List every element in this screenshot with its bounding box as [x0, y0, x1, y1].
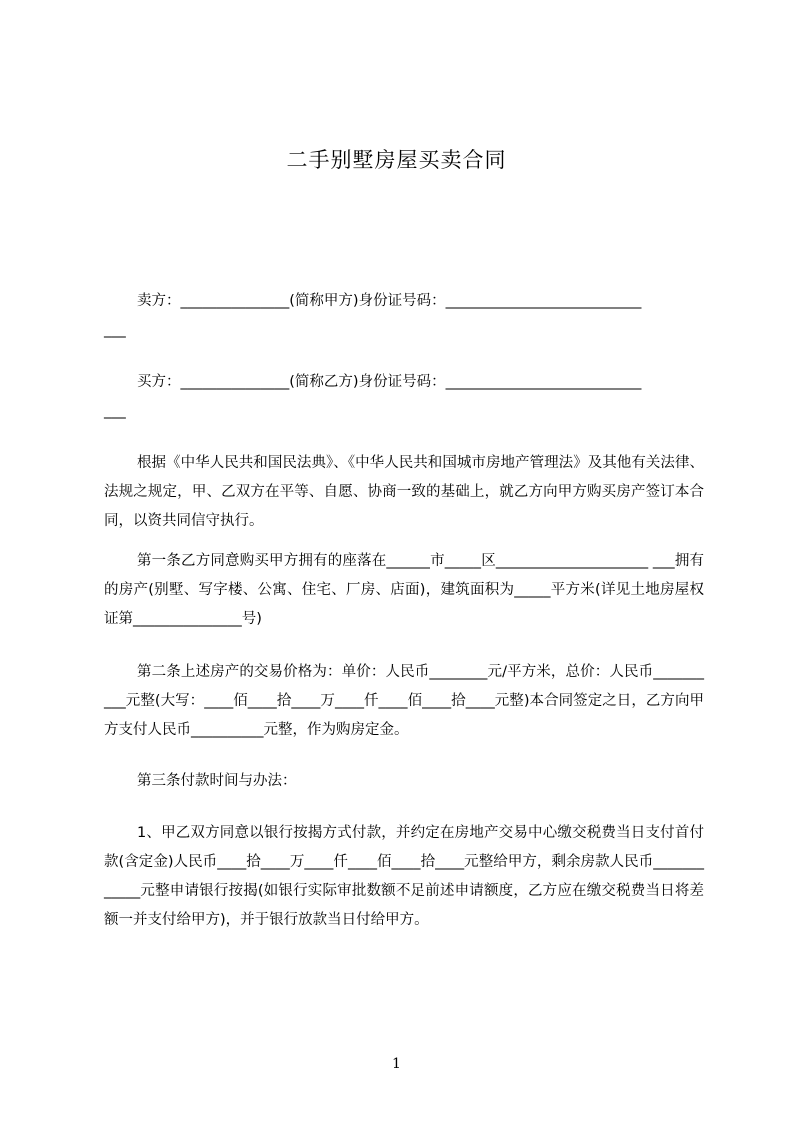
- article-1-paragraph: 第一条乙方同意购买甲方拥有的座落在______市_____区_____________________ ___拥有的房产(别墅、写字楼、公寓、住宅、厂房、店面)，建筑面积为_____平方米(详见土地房屋权证第_______________号): [104, 553, 704, 627]
- seller-line-2: ___: [104, 322, 126, 338]
- article-3-heading: 第三条付款时间与办法：: [137, 773, 297, 789]
- page-number: 1: [392, 1056, 401, 1072]
- seller-clause: [104, 287, 704, 345]
- preamble-paragraph: 根据《中华人民共和国民法典》、《中华人民共和国城市房地产管理法》及其他有关法律、法规之规定，甲、乙双方在平等、自愿、协商一致的基础上，就乙方向甲方购买房产签订本合同，以资共同信守执行。: [104, 455, 704, 529]
- buyer-line-1: 买方：_______________(简称乙方)身份证号码：___________________________: [137, 374, 642, 390]
- article-2-paragraph: 第二条上述房产的交易价格为：单价：人民币________元/平方米，总价：人民币__________元整(大写：____佰____拾____万____仟____佰____拾____元整)本合同签定之日，乙方向甲方支付人民币__________元整，作为购房定金。: [104, 664, 704, 738]
- buyer-line-2: ___: [104, 403, 126, 419]
- seller-line-1: 卖方：_______________(简称甲方)身份证号码：___________________________: [137, 293, 642, 309]
- document-title: 二手别墅房屋买卖合同: [286, 148, 507, 172]
- buyer-clause: [104, 368, 704, 426]
- clause-1-paragraph: 1、甲乙双方同意以银行按揭方式付款，并约定在房地产交易中心缴交税费当日支付首付款(含定金)人民币____拾____万____仟____佰____拾____元整给甲方，剩余房款人民币____________元整申请银行按揭(如银行实际审批数额不足前述申请额度，乙方应在缴交税费当日将差额一并支付给甲方)，并于银行放款当日付给甲方。: [104, 825, 704, 928]
